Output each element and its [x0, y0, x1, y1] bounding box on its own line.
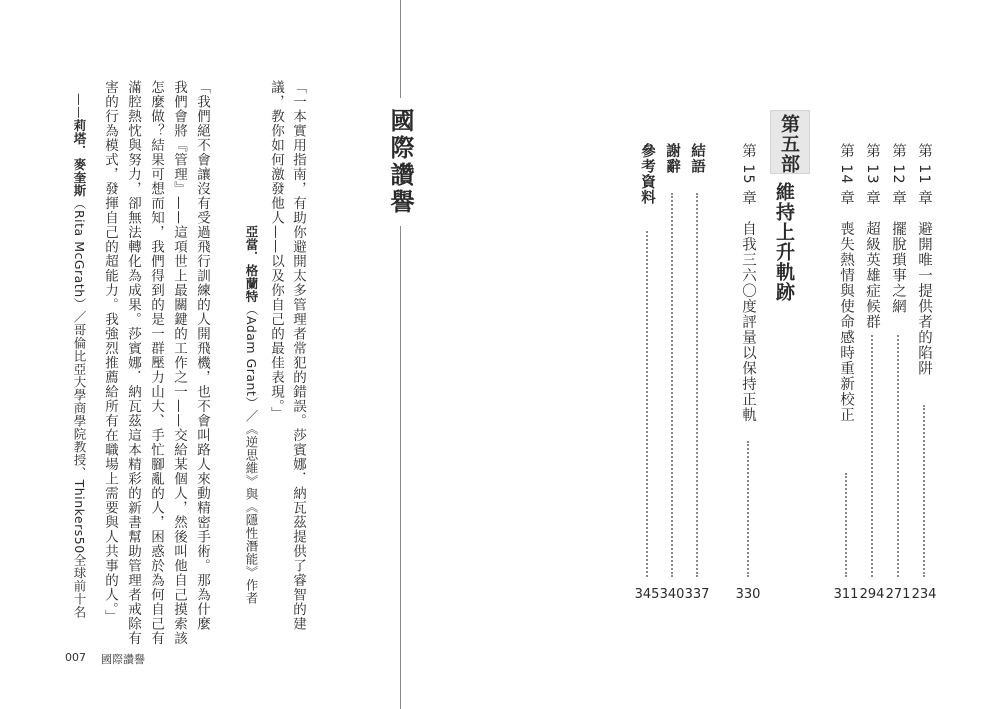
quote-attribution: [242, 225, 261, 604]
toc-item-ch15[interactable]: [735, 143, 761, 603]
toc-title: 參考資料: [639, 143, 655, 205]
running-title: 國際讚譽: [101, 653, 145, 666]
toc-leader: [671, 193, 673, 577]
author-role: ／哥倫比亞大學商學院教授、Thinkers50全球前十名: [72, 310, 87, 619]
toc-title: 結語: [689, 143, 705, 174]
section-title: 國際讚譽: [386, 108, 415, 216]
toc-leader: [897, 335, 899, 577]
part-title: 維持上升軌跡: [773, 182, 795, 302]
toc-item-ch11[interactable]: [911, 143, 937, 603]
toc-leader: [747, 441, 749, 577]
toc-title: 第 13 章 超級英雄症候群: [864, 143, 880, 330]
page-number: 007: [65, 651, 86, 664]
quote-line: 我們會將『管理』——這項世上最關鍵的工作之一——交給某個人，然後叫他自己摸索該: [171, 80, 187, 646]
toc-page-number: 330: [735, 587, 761, 602]
toc-leader: [696, 193, 698, 577]
toc-title: 謝辭: [664, 143, 680, 174]
toc-leader: [845, 473, 847, 577]
quote-line: 「一本實用指南，有助你避開太多管理者常犯的錯誤。莎賓娜．納瓦茲提供了睿智的建: [290, 80, 306, 631]
quote-line: 怎麼做？結果可想而知，我們得到的是一群壓力山大、手忙腳亂的人，困惑於為何自己有: [148, 80, 164, 646]
toc-item-ch12[interactable]: [885, 143, 911, 603]
author-role: ／《逆思維》與《隱性潛能》作者: [244, 409, 259, 605]
toc-page-number: 337: [684, 587, 710, 602]
toc-page-number: 345: [634, 587, 660, 602]
quote-line: 滿腔熱忱與努力，卻無法轉化為成果。莎賓娜．納瓦茲這本精彩的新書幫助管理者戒除有: [125, 80, 141, 646]
toc-leader: [923, 405, 925, 577]
author-name: 亞當．格蘭特: [244, 225, 259, 303]
toc-leader: [646, 231, 648, 577]
toc-item-conclusion[interactable]: [684, 143, 710, 603]
toc-title: 第 15 章 自我三六〇度評量以保持正軌: [740, 143, 756, 423]
part-label: 第五部: [778, 114, 800, 174]
toc-page-number: 311: [833, 587, 859, 602]
toc-leader: [871, 335, 873, 577]
toc-title: 第 11 章 避開唯一提供者的陷阱: [916, 143, 932, 377]
divider-bottom: [400, 226, 401, 709]
toc-title: 第 14 章 喪失熱情與使命感時重新校正: [838, 143, 854, 423]
quote-line: 議，教你如何激發他人——以及你自己的最佳表現。」: [268, 80, 284, 422]
toc-item-acknowledgments[interactable]: [659, 143, 685, 603]
author-name: 莉塔．麥奎斯: [72, 119, 87, 197]
quote-line: 「我們絕不會讓沒有受過飛行訓練的人開飛機，也不會叫路人來動精密手術。那為什麼: [194, 80, 210, 631]
attribution-dash: ——: [72, 93, 87, 119]
toc-page-number: 271: [885, 587, 911, 602]
divider-top: [400, 0, 401, 98]
author-name-en: （Adam Grant）: [244, 303, 259, 410]
quote-attribution: [70, 93, 89, 619]
toc-item-ch14[interactable]: [833, 143, 859, 603]
quote-line: 害的行為模式，發揮自己的超能力。我強烈推薦給所有在職場上需要與人共事的人。」: [102, 80, 118, 625]
author-name-en: （Rita McGrath）: [72, 197, 87, 311]
toc-item-ch13[interactable]: [859, 143, 885, 603]
toc-page-number: 234: [911, 587, 937, 602]
toc-title: 第 12 章 擺脫瑣事之網: [890, 143, 906, 315]
toc-item-references[interactable]: [634, 143, 660, 603]
toc-page-number: 294: [859, 587, 885, 602]
toc-page-number: 340: [659, 587, 685, 602]
